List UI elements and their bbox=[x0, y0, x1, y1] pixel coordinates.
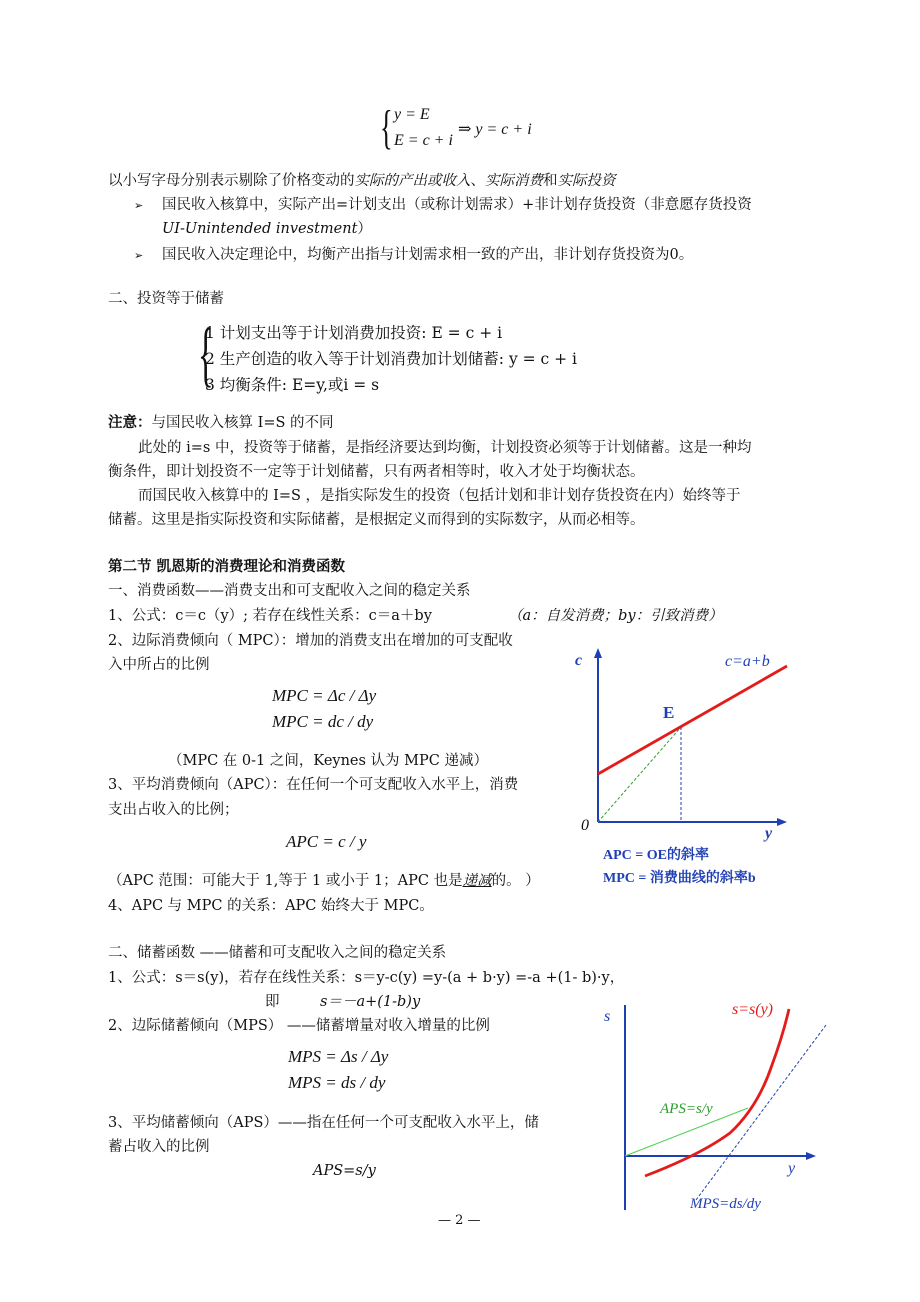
saving-formula: 1、公式：s＝s(y)，若存在线性关系：s＝y-c(y) =y-(a + b·y) =-a +(1- b)·y， bbox=[108, 970, 625, 986]
note-text: 与国民收入核算 I=S 的不同 bbox=[151, 415, 334, 431]
mpc-note: （MPC 在 0-1 之间，Keynes 认为 MPC 递减） bbox=[168, 753, 488, 769]
note-para2-l1: 而国民收入核算中的 I=S ，是指实际发生的投资（包括计划和非计划存货投资在内）始终等于 bbox=[138, 488, 741, 504]
consumption-line bbox=[598, 666, 787, 774]
mps-chart-label: MPS=ds/dy bbox=[690, 1196, 761, 1212]
invest-item-1: 1 计划支出等于计划消费加投资: E = c + i bbox=[205, 324, 503, 342]
bullet-1-em: UI-Unintended investment bbox=[162, 221, 358, 237]
section2-heading: 第二节 凯恩斯的消费理论和消费函数 bbox=[108, 558, 346, 575]
bullet-1-line1: 国民收入核算中，实际产出=计划支出（或称计划需求）+非计划存货投资（非意愿存货投资 bbox=[162, 197, 752, 213]
bullet-1-line2 bbox=[162, 218, 372, 240]
bullet-2: 国民收入决定理论中，均衡产出指与计划需求相一致的产出，非计划存货投资为0。 bbox=[162, 247, 694, 263]
invest-item-3: 3 均衡条件: E=y,或i = s bbox=[205, 376, 380, 394]
aps-eq: APS=s/y bbox=[313, 1163, 376, 1179]
consumption-curve-label: c=a+b bbox=[725, 653, 770, 670]
c-axis-label: c bbox=[575, 652, 583, 669]
consumption-formula: 1、公式：c＝c（y）; 若存在线性关系：c＝a＋by bbox=[108, 608, 432, 624]
note-label: 注意： bbox=[108, 414, 152, 431]
system-implies: ⇒ y = c + i bbox=[458, 121, 532, 138]
mps-line: 2、边际储蓄倾向（MPS） ——储蓄增量对收入增量的比例 bbox=[108, 1018, 490, 1034]
intro-line bbox=[108, 170, 616, 192]
bullet-arrow-icon: ➢ bbox=[134, 249, 144, 262]
point-e-label: E bbox=[663, 703, 675, 722]
mpc-eq-1: MPC = Δc / Δy bbox=[272, 686, 377, 705]
bullet-1-tail: ） bbox=[357, 221, 372, 237]
mps-tangent bbox=[696, 1025, 826, 1200]
mpc-line2: 入中所占的比例 bbox=[108, 657, 210, 673]
apc-range-a: （APC 范围：可能大于 1,等于 1 或小于 1；APC 也是 bbox=[108, 873, 463, 889]
saving-chart bbox=[590, 995, 840, 1220]
system-eq-2: E = c + i bbox=[394, 132, 453, 149]
mpc-caption: MPC = 消费曲线的斜率b bbox=[603, 871, 756, 886]
consumption-subheading: 一、消费函数——消费支出和可支配收入之间的稳定关系 bbox=[108, 583, 471, 599]
intro-and: 和 bbox=[543, 173, 558, 189]
y-axis-label: y bbox=[765, 825, 773, 842]
apc-eq: APC = c / y bbox=[286, 832, 367, 851]
invest-brace: { bbox=[198, 314, 214, 394]
mpc-eq-2: MPC = dc / dy bbox=[272, 712, 374, 731]
note-line bbox=[108, 412, 334, 434]
s-axis-label: s bbox=[604, 1008, 611, 1025]
c-axis-arrow-icon bbox=[594, 648, 602, 658]
bullet-arrow-icon: ➢ bbox=[134, 199, 144, 212]
intro-text: 以小写字母分别表示剔除了价格变动的 bbox=[108, 173, 355, 189]
saving-x-axis-label: y bbox=[788, 1160, 796, 1177]
system-eq-1: y = E bbox=[394, 106, 430, 123]
apc-mpc-relation: 4、APC 与 MPC 的关系：APC 始终大于 MPC。 bbox=[108, 898, 434, 914]
intro-em-consumption: 实际消费 bbox=[485, 173, 543, 189]
intro-em-output: 实际的产出或收入 bbox=[354, 173, 471, 189]
section-invest-heading: 二、投资等于储蓄 bbox=[108, 291, 224, 307]
mps-eq-1: MPS = Δs / Δy bbox=[288, 1047, 389, 1066]
saving-curve-label: s=s(y) bbox=[732, 1001, 774, 1018]
page-number: — 2 — bbox=[438, 1213, 481, 1228]
mpc-line1: 2、边际消费倾向（ MPC）：增加的消费支出在增加的可支配收 bbox=[108, 633, 513, 649]
aps-line2: 蓄占收入的比例 bbox=[108, 1139, 210, 1155]
intro-sep: 、 bbox=[470, 173, 485, 189]
saving-curve bbox=[645, 1009, 789, 1176]
oe-ray bbox=[598, 727, 681, 822]
y-axis-arrow-icon bbox=[777, 818, 787, 826]
aps-chart-label: APS=s/y bbox=[660, 1101, 713, 1117]
consumption-chart bbox=[565, 640, 825, 900]
apc-range-em: 递减 bbox=[462, 873, 492, 889]
note-para2-l2: 储蓄。这里是指实际投资和实际储蓄，是根据定义而得到的实际数字，从而必相等。 bbox=[108, 512, 645, 528]
apc-line2: 支出占收入的比例； bbox=[108, 802, 239, 818]
apc-caption: APC = OE的斜率 bbox=[603, 848, 709, 863]
saving-y-axis-arrow-icon bbox=[806, 1152, 816, 1160]
note-para1-l1: 此处的 i=s 中，投资等于储蓄，是指经济要达到均衡，计划投资必须等于计划储蓄。这是一种均 bbox=[138, 440, 752, 456]
saving-formula-b-label: 即 bbox=[265, 994, 280, 1010]
saving-formula-b: s＝－a+(1-b)y bbox=[320, 994, 421, 1010]
apc-line1: 3、平均消费倾向（APC）：在任何一个可支配收入水平上，消费 bbox=[108, 777, 519, 793]
note-para1-l2: 衡条件，即计划投资不一定等于计划储蓄，只有两者相等时，收入才处于均衡状态。 bbox=[108, 464, 645, 480]
saving-heading: 二、储蓄函数 ——储蓄和可支配收入之间的稳定关系 bbox=[108, 945, 447, 961]
apc-range-b: 的。 ） bbox=[491, 873, 540, 889]
apc-range bbox=[108, 870, 540, 892]
invest-item-2: 2 生产创造的收入等于计划消费加计划储蓄: y = c + i bbox=[205, 350, 578, 368]
system-brace: { bbox=[380, 101, 393, 154]
aps-line1: 3、平均储蓄倾向（APS）——指在任何一个可支配收入水平上，储 bbox=[108, 1115, 539, 1131]
origin-label: 0 bbox=[581, 817, 589, 834]
consumption-formula-note: （a：自发消费；by：引致消费） bbox=[508, 608, 723, 624]
mps-eq-2: MPS = ds / dy bbox=[288, 1073, 386, 1092]
intro-em-investment: 实际投资 bbox=[557, 173, 616, 189]
